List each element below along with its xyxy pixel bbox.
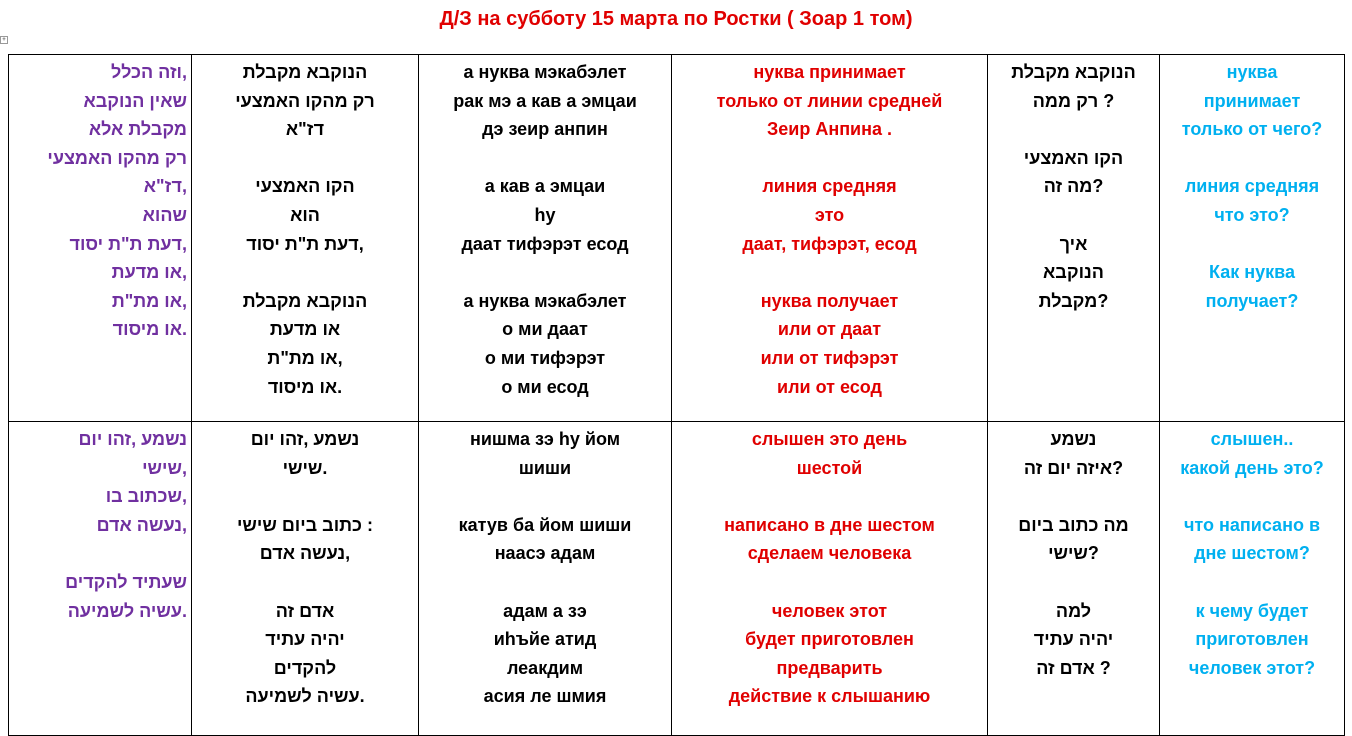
cell-line: הנוקבא מקבלת (242, 62, 368, 82)
cell-hebrew-question (988, 422, 1160, 736)
cell-line: שהוא (142, 204, 187, 225)
cell-line: או מדעת (269, 319, 341, 340)
table-body (9, 55, 1345, 736)
paragraph-gap (992, 201, 1155, 230)
cell-line: נשמע ,זהו יום (250, 429, 360, 449)
cell-line: или от есод (777, 376, 882, 397)
cell-translation (672, 422, 988, 736)
cell-line: нуква получает (760, 290, 899, 311)
cell-line: леакдим (506, 657, 584, 678)
paragraph-gap (992, 568, 1155, 597)
cell-line: מה כתוב ביום (1018, 514, 1129, 535)
cell-line: действие к слышанию (728, 686, 931, 707)
cell-line: шестой (796, 457, 863, 478)
cell-translation (672, 55, 988, 422)
cell-line: будет приготовлен (745, 629, 914, 650)
cell-line: что написано в (1183, 514, 1321, 535)
cell-line: только от линии средней (716, 90, 943, 111)
cell-line: человек этот (771, 600, 888, 621)
paragraph-gap (676, 482, 983, 511)
cell-line: אדם זה (275, 600, 335, 621)
cell-line: שישי? (1048, 543, 1099, 564)
cell-transliteration (419, 422, 672, 736)
paragraph-gap (676, 144, 983, 173)
paragraph-gap (1164, 230, 1340, 259)
cell-hebrew-text (192, 55, 419, 422)
cell-line: עשיה לשמיעה. (245, 686, 365, 707)
cell-line: שישי, (142, 457, 187, 478)
cell-line: או מדעת, (111, 262, 187, 283)
cell-line: это (814, 204, 845, 225)
cell-line: асия ле шмия (483, 686, 607, 707)
cell-line: дэ зеир анпин (482, 119, 608, 140)
cell-line: приготовлен (1195, 629, 1309, 650)
cell-line: או מת"ת, (111, 290, 187, 311)
cell-line: даат, тифэрэт, есод (742, 233, 917, 254)
cell-line: שעתיד להקדים (65, 571, 187, 592)
cell-line: איך (1059, 233, 1088, 254)
cell-line: Зеир Анпина . (766, 119, 893, 140)
cell-line: כתוב ביום שישי : (236, 514, 374, 535)
paragraph-gap (992, 115, 1155, 144)
cell-line: а кав а эмцаи (484, 176, 606, 197)
cell-line: הקו האמצעי (1023, 147, 1124, 168)
cell-hebrew-answer (9, 55, 192, 422)
cell-line: נעשה אדם, (96, 514, 187, 535)
cell-line: линия средняя (1184, 176, 1320, 197)
cell-line: даат тифэрэт есод (461, 233, 629, 254)
cell-line: דז"א (285, 119, 325, 140)
cell-line: о ми есод (501, 376, 589, 397)
cell-line: הוא (290, 204, 320, 225)
cell-line: к чему будет (1195, 600, 1309, 621)
cell-line: о ми тифэрэт (484, 347, 606, 368)
cell-line: הקו האמצעי (255, 176, 355, 197)
table-row (9, 55, 1345, 422)
cell-line: וזה הכלל, (111, 62, 187, 82)
paragraph-gap (1164, 568, 1340, 597)
cell-line: наасэ адам (494, 543, 596, 564)
paragraph-gap (676, 568, 983, 597)
cell-line: предварить (776, 657, 883, 678)
cell-line: נשמע (1050, 429, 1097, 449)
cell-line: רק מהקו האמצעי (47, 147, 187, 168)
cell-line: а нуква мэкабэлет (463, 290, 627, 311)
paragraph-gap (196, 144, 414, 173)
cell-line: מקבלת אלא (88, 119, 187, 140)
cell-line: адам а зэ (503, 600, 587, 621)
paragraph-gap (196, 482, 414, 511)
cell-line: катув ба йом шиши (458, 514, 632, 535)
cell-line: להקדים (273, 657, 337, 678)
cell-line: רק מהקו האמצעי (235, 90, 375, 111)
cell-line: Как нуква (1209, 262, 1295, 283)
cell-line: написано в дне шестом (724, 514, 935, 535)
cell-line: сделаем человека (747, 543, 912, 564)
cell-line: иhъйе атид (493, 629, 597, 650)
cell-line: что это? (1214, 204, 1290, 225)
cell-line: או מת"ת, (267, 347, 343, 368)
cell-line: какой день это? (1180, 457, 1324, 478)
cell-line: מה זה? (1043, 176, 1104, 197)
paragraph-gap (196, 568, 414, 597)
cell-line: дне шестом? (1194, 543, 1310, 564)
paragraph-gap (423, 568, 667, 597)
cell-line: הנוקבא (1043, 262, 1104, 283)
cell-line: нуква принимает (753, 62, 906, 82)
cell-line: דעת ת"ת יסוד, (69, 233, 187, 254)
cell-line: או מיסוד. (267, 376, 343, 397)
cell-line: יהיה עתיד (265, 629, 345, 650)
cell-line: אדם זה ? (1036, 657, 1111, 678)
cell-line: דז"א, (143, 176, 187, 197)
cell-line: שישי. (282, 457, 328, 478)
cell-line: איזה יום זה? (1023, 457, 1124, 478)
cell-hebrew-text (192, 422, 419, 736)
cell-line: принимает (1203, 90, 1301, 111)
paragraph-gap (423, 258, 667, 287)
cell-line: линия средняя (762, 176, 897, 197)
paragraph-gap (423, 482, 667, 511)
paragraph-gap (1164, 482, 1340, 511)
cell-line: למה (1055, 600, 1092, 621)
page-title: Д/З на субботу 15 марта по Ростки ( Зоар 1 том) (439, 8, 913, 30)
cell-line: а нуква мэкабэлет (463, 62, 627, 82)
cell-line: שכתוב בו, (105, 486, 187, 507)
cell-line: слышен.. (1210, 429, 1294, 449)
cell-line: נשמע ,זהו יום (78, 429, 187, 449)
paragraph-gap (676, 258, 983, 287)
cell-line: hу (534, 204, 556, 225)
cell-line: הנוקבא מקבלת (1011, 62, 1136, 82)
cell-transliteration (419, 55, 672, 422)
cell-line: слышен это день (751, 429, 908, 449)
table-row (9, 422, 1345, 736)
cell-hebrew-question (988, 55, 1160, 422)
cell-line: שאין הנוקבא (83, 90, 187, 111)
cell-hebrew-answer (9, 422, 192, 736)
table-move-handle-icon[interactable]: + (0, 36, 8, 44)
cell-line: דעת ת"ת יסוד, (246, 233, 364, 254)
paragraph-gap (1164, 144, 1340, 173)
cell-line: или от даат (777, 319, 882, 340)
paragraph-gap (423, 144, 667, 173)
cell-line: нишма зэ hу йом (469, 429, 621, 449)
cell-line: רק ממה ? (1032, 90, 1115, 111)
cell-line: הנוקבא מקבלת (242, 290, 368, 311)
paragraph-gap (992, 482, 1155, 511)
study-table (8, 54, 1345, 736)
cell-line: рак мэ а кав а эмцаи (453, 90, 637, 111)
cell-russian-question (1160, 422, 1345, 736)
cell-line: נעשה אדם, (259, 543, 351, 564)
cell-line: יהיה עתיד (1033, 629, 1114, 650)
cell-russian-question (1160, 55, 1345, 422)
paragraph-gap (13, 539, 187, 568)
cell-line: шиши (518, 457, 572, 478)
paragraph-gap (196, 258, 414, 287)
cell-line: человек этот? (1188, 657, 1316, 678)
cell-line: нуква (1226, 62, 1278, 82)
cell-line: מקבלת? (1038, 290, 1109, 311)
cell-line: получает? (1205, 290, 1299, 311)
cell-line: или от тифэрэт (760, 347, 899, 368)
cell-line: או מיסוד. (112, 319, 187, 340)
cell-line: о ми даат (502, 319, 588, 340)
cell-line: עשיה לשמיעה. (67, 600, 187, 621)
cell-line: только от чего? (1181, 119, 1323, 140)
